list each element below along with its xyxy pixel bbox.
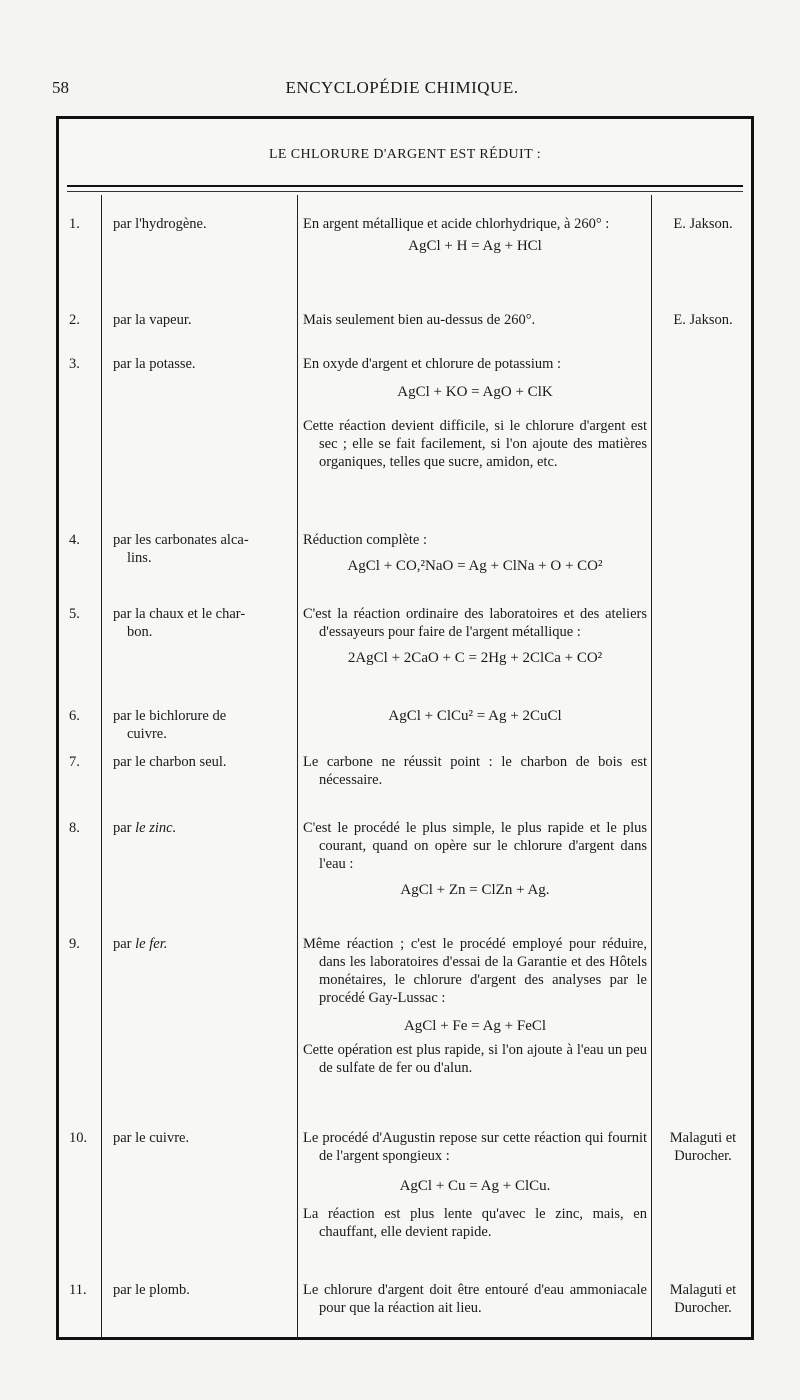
row-number: 1. (69, 216, 80, 232)
reducing-agent (113, 605, 289, 641)
agent-text: le zinc. (135, 820, 177, 836)
description-text: Le carbone ne réussit point : le charbon de bois est nécessaire. (303, 754, 647, 788)
description-text: Mais seulement bien au-dessus de 260°. (303, 312, 536, 328)
reaction-description (303, 1129, 647, 1241)
agent-text: par l'hydrogène. (113, 216, 207, 232)
reaction-description (303, 1281, 647, 1317)
reducing-agent (113, 531, 289, 567)
chemical-equation: 2AgCl + 2CaO + C = 2Hg + 2ClCa + CO² (347, 650, 603, 666)
agent-text: par le plomb. (113, 1282, 190, 1298)
row-number: 2. (69, 312, 80, 328)
reducing-agent (113, 1281, 289, 1299)
chemical-equation: AgCl + Zn = ClZn + Ag. (400, 882, 550, 898)
agent-text: le fer. (135, 936, 168, 952)
row-number: 9. (69, 936, 80, 952)
title-rule (67, 185, 743, 187)
row-number: 4. (69, 532, 80, 548)
description-text: Le chlorure d'argent doit être entouré d'eau ammoniacale pour que la réaction ait lieu. (303, 1282, 647, 1316)
row-number: 6. (69, 708, 80, 724)
agent-text-continued: lins. (127, 550, 152, 566)
reducing-agent (113, 935, 289, 953)
table-title: LE CHLORURE D'ARGENT EST RÉDUIT : (268, 147, 541, 162)
author (655, 1129, 751, 1165)
description-text: C'est la réaction ordinaire des laboratoires et des ateliers d'essayeurs pour faire de l'argent métallique : (303, 606, 647, 640)
reducing-agent (113, 311, 289, 329)
reaction-description (303, 753, 647, 789)
chemical-equation: AgCl + H = Ag + HCl (408, 238, 542, 254)
author (655, 1281, 751, 1317)
description-note: Cette réaction devient difficile, si le chlorure d'argent est sec ; elle se fait facilement, si l'on ajoute des matières organiques, telles que sucre, amidon, etc. (303, 418, 647, 470)
column-divider (651, 195, 652, 1337)
author-line: Durocher. (674, 1148, 732, 1164)
agent-text: par la potasse. (113, 356, 196, 372)
row-number: 8. (69, 820, 80, 836)
author-line: Durocher. (674, 1300, 732, 1316)
reaction-description (303, 311, 647, 329)
agent-prefix: par (113, 936, 132, 952)
row-number: 5. (69, 606, 80, 622)
agent-text-continued: cuivre. (127, 726, 167, 742)
description-text: Le procédé d'Augustin repose sur cette réaction qui fournit de l'argent spongieux : (303, 1130, 647, 1164)
description-note: Cette opération est plus rapide, si l'on ajoute à l'eau un peu de sulfate de fer ou d'alun. (303, 1042, 647, 1076)
title-rule-thin (67, 191, 743, 192)
reaction-description (303, 355, 647, 471)
row-number: 7. (69, 754, 80, 770)
row-number: 10. (69, 1130, 88, 1146)
agent-text: par les carbonates alca- (113, 532, 249, 548)
description-text: En argent métallique et acide chlorhydrique, à 260° : (303, 216, 610, 232)
agent-text: par la chaux et le char- (113, 606, 246, 622)
column-divider (101, 195, 102, 1337)
author: E. Jakson. (673, 216, 733, 232)
reaction-description (303, 605, 647, 671)
column-divider (297, 195, 298, 1337)
page-header (52, 78, 752, 102)
chemical-equation: AgCl + ClCu² = Ag + 2CuCl (388, 708, 562, 724)
running-title: ENCYCLOPÉDIE CHIMIQUE. (285, 78, 519, 97)
page-number: 58 (52, 78, 69, 97)
reaction-description (303, 707, 647, 729)
reducing-agent (113, 215, 289, 233)
description-text: Réduction complète : (303, 532, 428, 548)
reduction-table (56, 116, 754, 1340)
chemical-equation: AgCl + KO = AgO + ClK (397, 384, 553, 400)
chemical-equation: AgCl + Fe = Ag + FeCl (403, 1018, 547, 1034)
reaction-description (303, 819, 647, 903)
reaction-description (303, 531, 647, 579)
row-number: 11. (69, 1282, 87, 1298)
agent-text: par la vapeur. (113, 312, 192, 328)
author-line: Malaguti et (669, 1282, 737, 1298)
reducing-agent (113, 819, 289, 837)
row-number: 3. (69, 356, 80, 372)
reducing-agent (113, 753, 289, 771)
description-text: C'est le procédé le plus simple, le plus rapide et le plus courant, quand on opère sur le chlorure d'argent dans l'eau : (303, 820, 647, 872)
reaction-description (303, 935, 647, 1077)
agent-text: par le charbon seul. (113, 754, 227, 770)
description-text: En oxyde d'argent et chlorure de potassium : (303, 356, 562, 372)
chemical-equation: AgCl + CO,²NaO = Ag + ClNa + O + CO² (347, 558, 603, 574)
agent-text-continued: bon. (127, 624, 153, 640)
author-line: Malaguti et (669, 1130, 737, 1146)
chemical-equation: AgCl + Cu = Ag + ClCu. (399, 1178, 551, 1194)
agent-prefix: par (113, 820, 132, 836)
agent-text: par le bichlorure de (113, 708, 227, 724)
reaction-description (303, 215, 647, 259)
reducing-agent (113, 355, 289, 373)
agent-text: par le cuivre. (113, 1130, 190, 1146)
description-text: Même réaction ; c'est le procédé employé pour réduire, dans les laboratoires d'essai de la Garantie et des Hôtels monétaires, le chlorure d'argent des analyses par le procédé Gay-Lussac : (303, 936, 647, 1006)
reducing-agent (113, 707, 289, 743)
description-note: La réaction est plus lente qu'avec le zinc, mais, en chauffant, elle devient rapide. (303, 1206, 647, 1240)
reducing-agent (113, 1129, 289, 1147)
author: E. Jakson. (673, 312, 733, 328)
